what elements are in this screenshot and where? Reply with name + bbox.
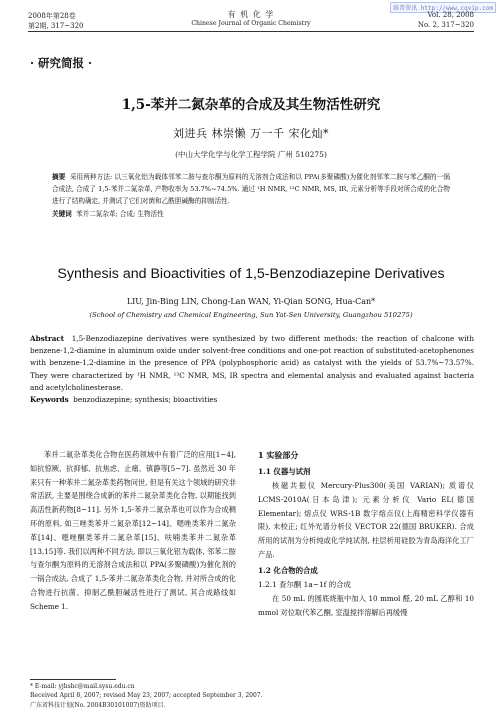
header-rule [28, 31, 474, 32]
header-volume-en: Vol. 28, 2008 [427, 11, 474, 19]
abstract-cn-text: 采用两种方法: 以三氧化铝为载体邻苯二胺与查尔酮为原料的无溶剂合成法和以 PPA(多聚磷酸)为催化剂邻苯二胺与苯乙酮的一锅合成法, 合成了 1,5-苯并二氮杂革, 产物收率为 53.7%~74.5%. 通过 ¹H NMR, ¹³C NMR, MS, IR, 元素分析等手段对所合成的化合物进行了结构确定, 并测试了它们对菌和乙酰胆碱酶的抑制活性. [52, 173, 450, 206]
authors-cn: 刘进兵 林崇懒 万一千 宋化灿* [173, 127, 329, 140]
footnote-received: Received April 8, 2007; revised May 23, 2007; accepted September 3, 2007. [30, 692, 263, 700]
intro-paragraph: 苯并二氮杂革类化合物在医药领域中有着广泛的应用[1~4], 如抗惊厥、抗抑郁、抗焦虑、止痛、镇静等[5~7]. 虽然近 30 年来只有一种苯并二氮杂革类药物问世, 但是有关这个领域的研究非常活跃, 主要是围绕合成新的苯并二氮杂革类化合物, 以期能找到高活性新药物[8~11]. 另外 1,5-苯并二氮杂革也可以作为合成稠环的原料, 如三唑类苯并二氮杂革[12~14]、嗯唑类苯并二氮杂革[14]、噁唑酮类苯并二氮杂革[15]、呋喃类苯并二氮杂革[13,15]等. 我们以两种不同方法, 即以三氧化铝为载体, 邻苯二胺与查尔酮为原料的无溶剂合成法和以 PPA(多聚磷酸)为催化剂的一锅合成法, 合成了 1,5-苯并二氮杂革类化合物, 并对所合成的化合物进行抗菌、抑制乙酰胆碱活性进行了测试, 其合成路线如 Scheme 1. [30, 450, 236, 611]
affiliation-cn: (中山大学化学与化学工程学院 广州 510275) [175, 150, 327, 159]
experimental-section [258, 448, 474, 619]
footnote-fund: 广东省科技计划(No. 2004B30101007)资助项目. [30, 701, 166, 709]
watermark-stamp: 维普资讯 http://www.cqvip.com [390, 2, 496, 13]
footnote-rule [30, 679, 116, 680]
abstract-cn [52, 171, 450, 220]
journal-name-en: Chinese Journal of Organic Chemistry [191, 20, 311, 27]
synthesis-paragraph: 在 50 mL 的圆底烧瓶中加入 10 mmol 醛, 20 mL 乙醇和 10 mmol 对位取代苯乙酮, 室温搅拌溶解后再缓慢 [258, 593, 474, 617]
instruments-paragraph: 核磁共振仪 Mercury-Plus300(美国 VARIAN); 质谱仪 LCMS-2010A(日本岛津); 元素分析仪 Vario EL(德国 Elementar); 熔点仪 WRS-1B 数字熔点仪(上海精密科学仪器有限), 未校正; 红外光谱分析仪 VECTOR 22(德国 BRUKER). 合成所用的试剂为分析纯或化学纯试剂, 柱层析用硅胶为青岛海洋化工厂产品. [258, 481, 474, 559]
abstract-cn-label: 摘要 [52, 173, 66, 181]
section-heading-1: 1 实验部分 [258, 450, 299, 460]
title-cn: 1,5-苯并二氮杂革的合成及其生物活性研究 [121, 97, 381, 113]
header-issue-en: No. 2, 317~320 [417, 21, 474, 29]
abstract-en-text: 1,5-Benzodiazepine derivatives were synthesized by two different methods: the reaction of chalcone with benzene-1,2-diamine in aluminum oxide under solvent-free conditions and one-pot reaction of substituted-acetophenones with benzene-1,2-diamine in the presence of PPA (polyphosphoric acid) as catalyst with the yields of 53.7%~73.57%. They were characterized by ¹H NMR, ¹³C NMR, MS, IR spectra and elemental analysis and evaluated against bacteria and acetylcholinesterase. [30, 334, 474, 392]
footnote [30, 682, 263, 710]
abstract-en [30, 333, 474, 406]
subsection-heading-1-1: 1.1 仪器与试剂 [258, 467, 311, 476]
header-volume: 2008年第28卷 [28, 12, 76, 20]
title-en: Synthesis and Bioactivities of 1,5-Benzodiazepine Derivatives [57, 266, 445, 282]
keywords-cn-label: 关键词 [52, 209, 72, 218]
journal-name-cn: 有 机 化 学 [227, 10, 275, 19]
header-issue: 第2期, 317~320 [28, 22, 84, 30]
subsection-heading-1-2-1: 1.2.1 查尔酮 1a~1f 的合成 [258, 579, 351, 589]
keywords-en: benzodiazepine; synthesis; bioactivities [73, 395, 218, 405]
subsection-heading-1-2: 1.2 化合物的合成 [258, 565, 318, 575]
authors-en: LIU, Jin-Bing LIN, Chong-Lan WAN, Yi-Qian SONG, Hua-Can* [126, 297, 376, 306]
keywords-en-label: Keywords [30, 395, 69, 405]
keywords-cn: 苯并二氮杂革; 合成; 生物活性 [75, 209, 164, 218]
affiliation-en: (School of Chemistry and Chemical Engineering, Sun Yat-Sen University, Guangzhou 510275) [89, 311, 413, 319]
section-tag: · 研究简报 · [30, 56, 93, 70]
abstract-en-label: Abstract [30, 334, 65, 343]
footnote-email: * E-mail: yjhshc@mail.sysu.edu.cn [30, 683, 135, 690]
